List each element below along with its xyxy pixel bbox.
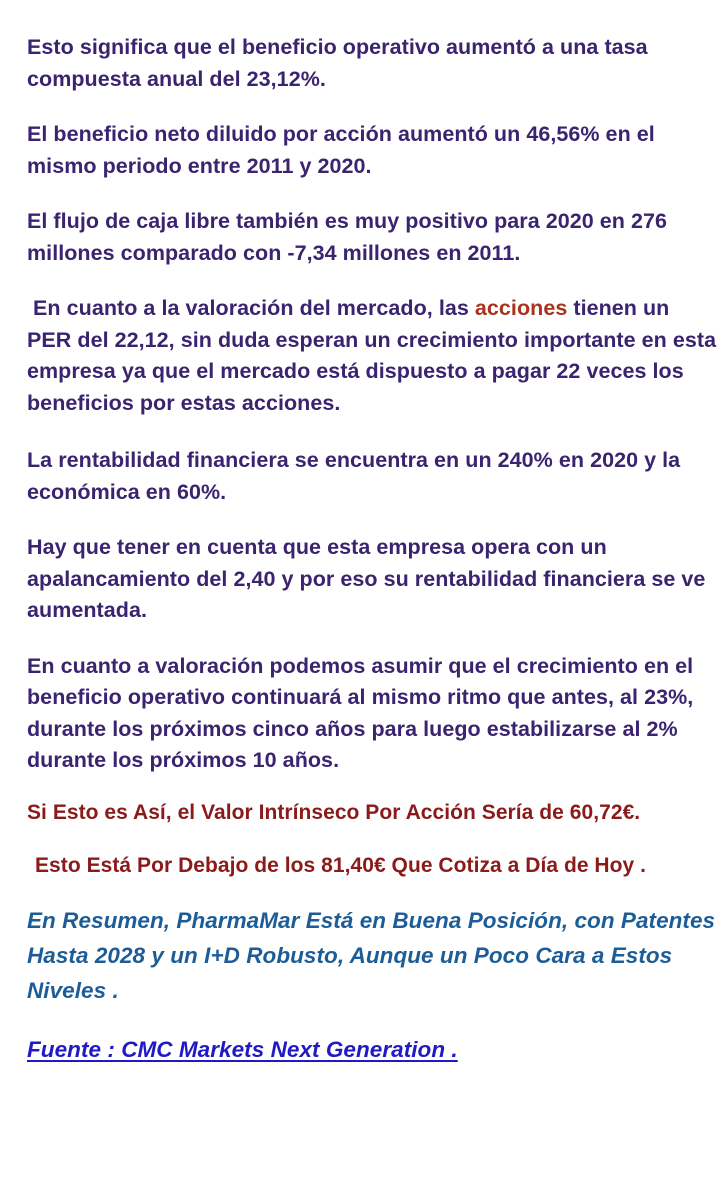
paragraph-market-valuation-after: tienen un PER del 22,12, sin duda esperan un crecimiento importante en esta empresa ya que el mercado está dispuesto a pagar 22 veces los beneficios por estas acciones. (27, 296, 717, 415)
paragraph-market-valuation-before: En cuanto a la valoración del mercado, las (33, 296, 475, 320)
paragraph-leverage: Hay que tener en cuenta que esta empresa opera con un apalancamiento del 2,40 y por eso su rentabilidad financiera se ve aumentada. (27, 535, 706, 622)
intrinsic-value-statement: Si Esto es Así, el Valor Intrínseco Por Acción Sería de 60,72€. (27, 800, 641, 824)
paragraph-free-cash-flow: El flujo de caja libre también es muy positivo para 2020 en 276 millones comparado con -7,34 millones en 2011. (27, 209, 668, 265)
acciones-link[interactable]: acciones (474, 296, 568, 320)
paragraph-eps-growth: El beneficio neto diluido por acción aumentó un 46,56% en el mismo periodo entre 2011 y 2020. (27, 122, 655, 178)
article-body (27, 32, 717, 1066)
paragraph-operating-profit-growth: Esto significa que el beneficio operativo aumentó a una tasa compuesta anual del 23,12%. (27, 35, 648, 91)
paragraph-profitability: La rentabilidad financiera se encuentra en un 240% en 2020 y la económica en 60%. (27, 448, 681, 504)
market-price-statement: Esto Está Por Debajo de los 81,40€ Que Cotiza a Día de Hoy . (35, 853, 647, 877)
paragraph-market-valuation (27, 293, 717, 419)
paragraph-growth-assumption: En cuanto a valoración podemos asumir que el crecimiento en el beneficio operativo continuará al mismo ritmo que antes, al 23%, durante los próximos cinco años para luego estabilizarse al 2% durante los próximos 10 años. (27, 653, 694, 772)
source-link[interactable]: Fuente : CMC Markets Next Generation . (27, 1036, 458, 1062)
summary-statement: En Resumen, PharmaMar Está en Buena Posición, con Patentes Hasta 2028 y un I+D Robusto, Aunque un Poco Cara a Estos Niveles . (27, 907, 716, 1003)
